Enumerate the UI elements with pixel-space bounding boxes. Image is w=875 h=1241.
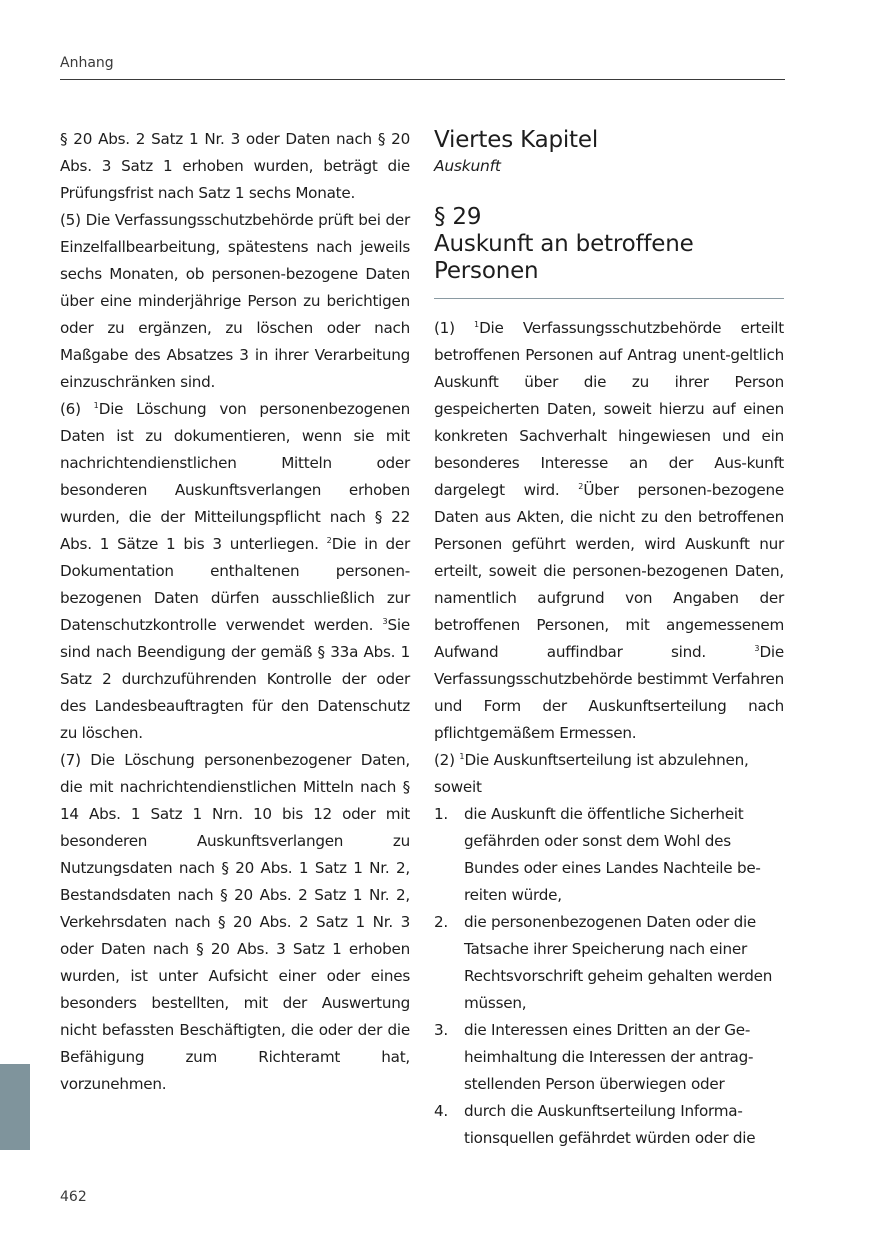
sentence-number: 3 bbox=[382, 617, 388, 626]
paragraph-2 bbox=[434, 747, 784, 801]
section-tab-marker bbox=[0, 1064, 30, 1150]
section-number: § 29 bbox=[434, 204, 482, 230]
paragraph-1 bbox=[434, 315, 784, 747]
sentence-text: Die Verfassungsschutzbehörde erteilt betroffenen Personen auf Antrag unent-geltlich Auskunft über die zu ihrer Person gespeicherten Daten, soweit hierzu auf einen konkreten Sachverhalt hingewiesen und ein besonderes Interesse an der Aus-kunft dargelegt wird. bbox=[434, 319, 784, 499]
list-item-number: 2. bbox=[434, 913, 448, 931]
sentence-text: Über personen-bezogene Daten aus Akten, die nicht zu den betroffenen Personen geführt werden, wird Auskunft nur erteilt, soweit die personen-bezogenen Daten, namentlich aufgrund von Angaben der betroffenen Personen, mit angemessenem Aufwand auffindbar sind. bbox=[434, 481, 784, 661]
sentence-number: 1 bbox=[459, 752, 465, 761]
chapter-title: Viertes Kapitel bbox=[434, 127, 599, 153]
list-item-text: die Auskunft die öffentliche Sicherheit gefährden oder sonst dem Wohl des Bundes oder eines Landes Nachteile be-reiten würde, bbox=[464, 805, 761, 904]
section-title: Auskunft an betroffene Personen bbox=[434, 231, 694, 284]
paragraph-7: (7) Die Löschung personenbezogener Daten, die mit nachrichtendienstlichen Mitteln nach § 14 Abs. 1 Satz 1 Nrn. 10 bis 12 oder mit besonderen Auskunftsverlangen zu Nutzungsdaten nach § 20 Abs. 1 Satz 1 Nr. 2, Bestandsdaten nach § 20 Abs. 2 Satz 1 Nr. 2, Verkehrsdaten nach § 20 Abs. 2 Satz 1 Nr. 3 oder Daten nach § 20 Abs. 3 Satz 1 erhoben wurden, ist unter Aufsicht einer oder eines besonders bestellten, mit der Auswertung nicht befassten Beschäftigten, die oder der die Befähigung zum Richteramt hat, vorzunehmen. bbox=[60, 751, 410, 1093]
list-item-number: 3. bbox=[434, 1021, 448, 1039]
list-item-text: durch die Auskunftserteilung Informa-tionsquellen gefährdet würden oder die bbox=[464, 1102, 756, 1147]
left-column bbox=[60, 126, 410, 1098]
list-item bbox=[434, 1017, 784, 1098]
page-number: 462 bbox=[60, 1189, 87, 1205]
sentence-number: 1 bbox=[474, 320, 480, 329]
list-item bbox=[434, 909, 784, 1017]
sentence-number: 3 bbox=[754, 644, 760, 653]
refusal-grounds-list bbox=[434, 801, 784, 1152]
list-item-number: 4. bbox=[434, 1102, 448, 1120]
list-item bbox=[434, 801, 784, 909]
sentence-number: 2 bbox=[326, 536, 332, 545]
paragraph-marker: (1) bbox=[434, 319, 474, 337]
sentence-number: 2 bbox=[578, 482, 584, 491]
paragraph-6 bbox=[60, 396, 410, 747]
list-item-text: die Interessen eines Dritten an der Ge-heimhaltung die Interessen der antrag-stellenden Person überwiegen oder bbox=[464, 1021, 754, 1093]
sentence-text: Die Löschung von personenbezogenen Daten ist zu dokumentieren, wenn sie mit nachrichtendienstlichen Mitteln oder besonderen Auskunftsverlangen erhoben wurden, die der Mitteilungspflicht nach § 22 Abs. 1 Sätze 1 bis 3 unterliegen. bbox=[60, 400, 410, 553]
paragraph-marker: (2) bbox=[434, 751, 460, 769]
section-rule bbox=[434, 298, 784, 299]
running-head: Anhang bbox=[60, 55, 114, 71]
list-item-text: die personenbezogenen Daten oder die Tatsache ihrer Speicherung nach einer Rechtsvorschrift geheim gehalten werden müssen, bbox=[464, 913, 773, 1012]
sentence-text: Die in der Dokumentation enthaltenen personen-bezogenen Daten dürfen ausschließlich zur Datenschutzkontrolle verwendet werden. bbox=[60, 535, 410, 634]
paragraph-5: (5) Die Verfassungsschutzbehörde prüft bei der Einzelfallbearbeitung, spätestens nach jeweils sechs Monaten, ob personen-bezogene Daten über eine minderjährige Person zu berichtigen oder zu ergänzen, zu löschen oder nach Maßgabe des Absatzes 3 in ihrer Verarbeitung einzuschränken sind. bbox=[60, 211, 410, 391]
sentence-text: Die Auskunftserteilung ist abzulehnen, soweit bbox=[434, 751, 749, 796]
sentence-text: Sie sind nach Beendigung der gemäß § 33a Abs. 1 Satz 2 durchzuführenden Kontrolle der oder des Landesbeauftragten für den Datenschutz zu löschen. bbox=[60, 616, 410, 742]
list-item bbox=[434, 1098, 784, 1152]
right-column bbox=[434, 126, 784, 1152]
chapter-subtitle: Auskunft bbox=[434, 157, 501, 175]
paragraph-marker: (6) bbox=[60, 400, 94, 418]
header-rule bbox=[60, 79, 785, 80]
list-item-number: 1. bbox=[434, 805, 448, 823]
sentence-text: Die Verfassungsschutzbehörde bestimmt Verfahren und Form der Auskunftserteilung nach pflichtgemäßem Ermessen. bbox=[434, 643, 784, 742]
sentence-number: 1 bbox=[93, 401, 99, 410]
paragraph-continuation: § 20 Abs. 2 Satz 1 Nr. 3 oder Daten nach § 20 Abs. 3 Satz 1 erhoben wurden, beträgt die Prüfungsfrist nach Satz 1 sechs Monate. bbox=[60, 130, 410, 202]
